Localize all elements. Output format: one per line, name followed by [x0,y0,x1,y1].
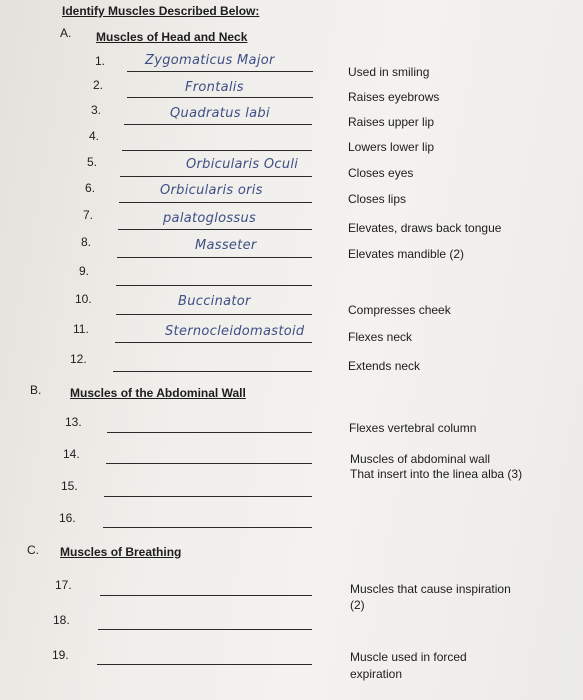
answer-line [119,202,312,203]
item-description: Elevates mandible (2) [348,247,465,261]
worksheet-title: Identify Muscles Described Below: [62,4,260,18]
item-description: Elevates, draws back tongue [348,221,502,235]
answer-line [113,371,312,372]
answer-line [107,432,312,433]
section-a-letter: A. [60,26,72,40]
item-number: 14. [63,447,80,461]
answer-line [106,463,312,464]
section-c-heading: Muscles of Breathing [60,545,182,559]
item-number: 3. [91,103,102,117]
section-a-heading: Muscles of Head and Neck [96,30,248,44]
answer-line [115,342,312,343]
item-number: 10. [75,292,92,306]
item-description: Used in smiling [348,65,430,79]
answer-line [122,150,312,151]
item-number: 19. [52,648,69,662]
item-number: 7. [83,208,94,222]
section-b-letter: B. [30,383,42,397]
answer-line [103,527,312,528]
item-number: 12. [70,352,87,366]
item-description: Extends neck [348,359,421,373]
answer-line [127,71,313,72]
handwritten-answer: Frontalis [185,80,244,95]
item-description: Muscle used in forced [350,650,467,664]
item-number: 8. [81,235,92,249]
item-number: 5. [87,155,98,169]
answer-line [118,229,312,230]
item-number: 6. [85,181,96,195]
item-description: Lowers lower lip [348,140,435,154]
handwritten-answer: Quadratus labi [170,106,270,121]
handwritten-answer: Orbicularis Oculi [186,157,299,172]
answer-line [104,496,312,497]
item-description-continued: expiration [350,667,403,681]
item-number: 1. [95,54,106,68]
item-number: 13. [65,415,82,429]
section-b-heading: Muscles of the Abdominal Wall [70,386,246,400]
item-description: Compresses cheek [348,303,451,317]
item-description: Closes lips [348,192,407,206]
item-description: Flexes vertebral column [349,421,477,435]
answer-line [117,257,312,258]
item-number: 18. [53,613,70,627]
item-number: 2. [93,78,104,92]
item-description-continued: (2) [350,598,365,612]
handwritten-answer: Masseter [195,238,257,253]
answer-line [127,97,313,98]
item-description: Flexes neck [348,330,413,344]
handwritten-answer: Zygomaticus Major [145,53,275,68]
item-number: 17. [55,578,72,592]
item-number: 9. [79,264,90,278]
answer-line [98,629,312,630]
handwritten-answer: palatoglossus [163,211,257,226]
answer-line [97,664,312,665]
answer-line [100,595,312,596]
item-description-continued: That insert into the linea alba (3) [350,467,523,481]
item-number: 16. [59,511,76,525]
item-number: 11. [73,322,89,336]
section-c-letter: C. [27,543,39,557]
answer-line [116,285,312,286]
item-description: Muscles that cause inspiration [350,582,511,596]
answer-line [124,124,312,125]
item-number: 4. [89,129,100,143]
handwritten-answer: Buccinator [178,294,251,309]
answer-line [116,314,312,315]
item-description: Raises eyebrows [348,90,440,104]
item-description: Raises upper lip [348,115,435,129]
handwritten-answer: Orbicularis oris [160,183,263,198]
item-number: 15. [61,479,78,493]
item-description: Closes eyes [348,166,414,180]
item-description: Muscles of abdominal wall [350,452,491,466]
handwritten-answer: Sternocleidomastoid [165,324,305,339]
answer-line [120,176,312,177]
